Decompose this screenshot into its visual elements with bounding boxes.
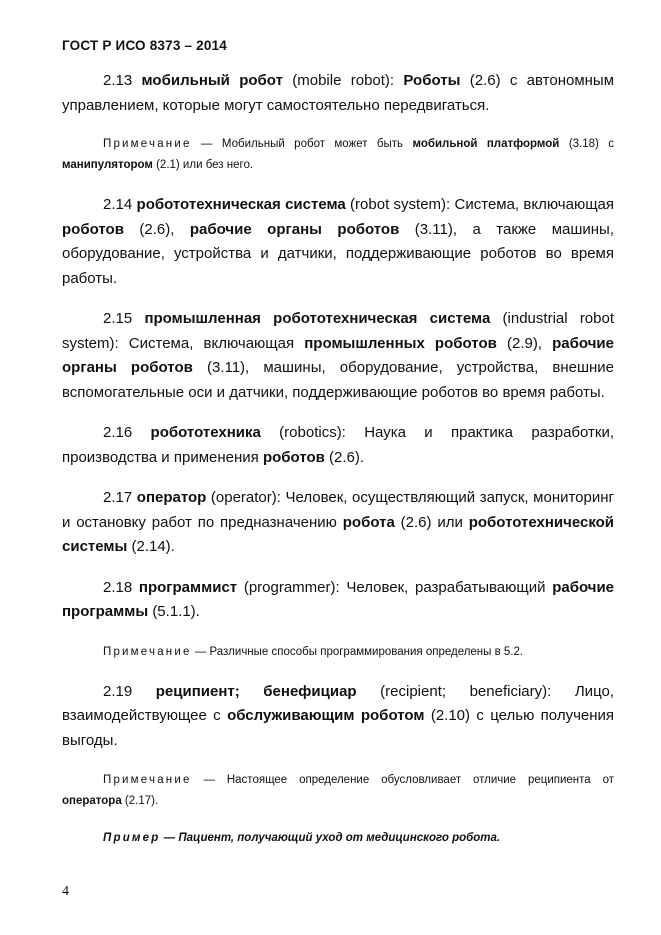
- term-en: (mobile robot):: [292, 72, 395, 89]
- term-ref: роботов: [62, 220, 124, 238]
- note-text: Мобильный робот может быть: [221, 138, 404, 150]
- term-text: (2.10) с целью получения выгоды.: [62, 707, 615, 749]
- note-ref: манипулятором: [62, 159, 153, 171]
- term-entry-2-13: [62, 69, 614, 118]
- term-number: 2.14: [103, 196, 133, 213]
- term-number: 2.18: [103, 578, 133, 596]
- term-ref: Роботы: [403, 72, 461, 89]
- term-name: оператор: [136, 489, 207, 506]
- note-label: Примечание: [103, 138, 192, 150]
- document-body: [62, 64, 614, 849]
- note-2-19: [62, 770, 614, 812]
- term-ref: промышленных роботов: [304, 334, 497, 352]
- term-entry-2-15: [62, 307, 614, 405]
- term-number: 2.16: [103, 424, 133, 441]
- term-number: 2.15: [103, 310, 133, 327]
- note-text: Настоящее определение обусловливает отличие реципиента от: [226, 774, 614, 786]
- term-text: (2.9),: [506, 334, 542, 352]
- term-en: (operator): Человек, осуществляющий запуск, мониторинг и остановку работ по предназначению: [62, 489, 615, 531]
- note-2-13: [62, 134, 614, 176]
- note-2-18: [62, 642, 614, 663]
- term-en: (industrial robot system): Система, включающая: [62, 310, 615, 352]
- term-ref: обслуживающим роботом: [227, 707, 425, 724]
- term-name: программист: [138, 578, 238, 596]
- term-en: (programmer): Человек, разрабатывающий: [243, 578, 546, 596]
- term-ref: робота: [342, 513, 395, 531]
- term-name: мобильный робот: [141, 72, 283, 89]
- note-text: (2.17).: [124, 795, 159, 807]
- term-entry-2-14: [62, 193, 614, 291]
- term-en: (recipient; beneficiary): Лицо, взаимодействующее с: [62, 682, 614, 724]
- note-text: (3.18) с: [568, 138, 615, 150]
- term-ref: рабочие органы роботов: [189, 220, 400, 238]
- term-ref: робототехнической системы: [62, 513, 615, 555]
- note-label: Примечание: [103, 774, 192, 786]
- term-name: промышленная робототехническая система: [144, 310, 491, 327]
- term-ref: рабочие программы: [62, 578, 615, 620]
- term-entry-2-16: [62, 421, 614, 470]
- term-number: 2.19: [103, 682, 133, 700]
- page-number: 4: [62, 884, 69, 899]
- term-number: 2.17: [103, 489, 133, 506]
- note-ref: оператора: [62, 795, 122, 807]
- term-text: (2.14).: [131, 538, 175, 555]
- term-text: (3.11), а также машины, оборудование, устройства и датчики, поддерживающие роботов во время работы.: [62, 220, 615, 287]
- term-name: реципиент; бенефициар: [155, 682, 357, 700]
- note-dash: —: [203, 774, 215, 786]
- example-2-19: [62, 828, 614, 849]
- term-text: (3.11), машины, оборудование, устройства, внешние вспомогательные оси и датчики, поддерживающие роботов во время работы.: [62, 359, 614, 401]
- note-dash: —: [194, 645, 207, 658]
- term-name: робототехника: [150, 424, 261, 441]
- term-ref: роботов: [262, 448, 325, 466]
- note-text: (2.1) или без него.: [156, 159, 254, 171]
- note-ref: мобильной платформой: [412, 138, 560, 150]
- term-entry-2-19: [62, 680, 614, 754]
- note-dash: —: [201, 138, 213, 150]
- term-text: (2.6).: [329, 448, 365, 466]
- term-text: (2.6) с автономным управлением, которые могут самостоятельно передвигаться.: [62, 72, 615, 114]
- term-entry-2-18: [62, 576, 614, 625]
- term-text: (5.1.1).: [152, 603, 200, 620]
- term-en: (robot system): Система, включающая: [350, 196, 615, 213]
- example-text: Пациент, получающий уход от медицинского робота.: [178, 832, 501, 844]
- document-header: ГОСТ Р ИСО 8373 – 2014: [62, 38, 227, 53]
- example-dash: —: [163, 832, 176, 844]
- term-entry-2-17: [62, 486, 614, 560]
- term-number: 2.13: [103, 72, 133, 89]
- term-name: робототехническая система: [136, 196, 346, 213]
- term-text: (2.6) или: [400, 513, 463, 531]
- note-label: Примечание: [103, 645, 192, 658]
- term-en: (robotics): Наука и практика разработки, производства и применения: [62, 424, 615, 466]
- term-ref: рабочие органы роботов: [62, 334, 614, 376]
- note-text: Различные способы программирования определены в 5.2.: [209, 645, 524, 658]
- term-text: (2.6),: [139, 220, 175, 238]
- example-label: Пример: [103, 832, 161, 844]
